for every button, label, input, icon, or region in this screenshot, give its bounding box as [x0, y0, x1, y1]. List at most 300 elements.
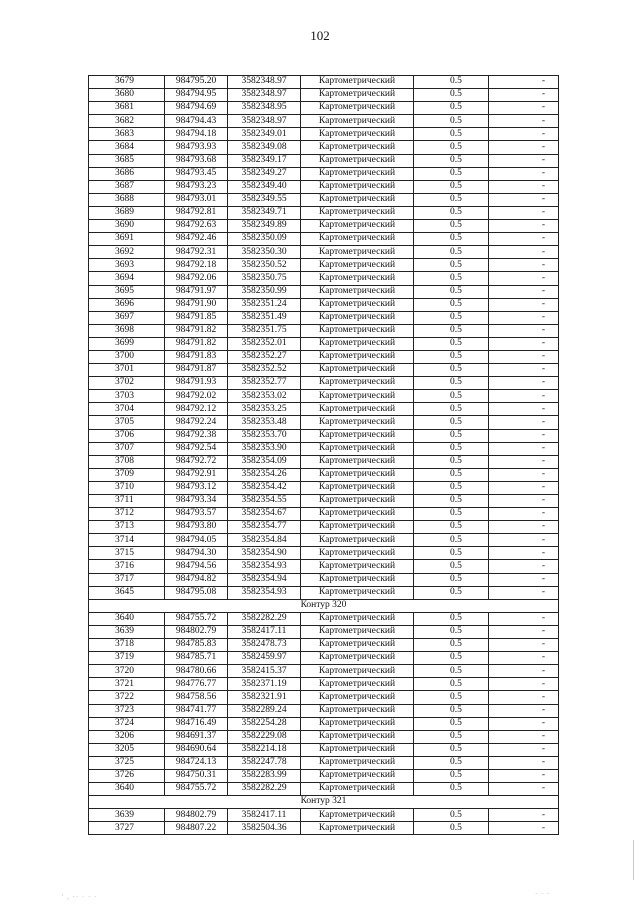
accuracy-cell: 0.5 — [414, 272, 489, 285]
x-coordinate-cell: 984794.05 — [165, 534, 228, 547]
note-cell: - — [489, 272, 559, 285]
accuracy-cell: 0.5 — [414, 141, 489, 154]
note-cell: - — [489, 730, 559, 743]
x-coordinate-cell: 984793.45 — [165, 167, 228, 180]
note-cell: - — [489, 193, 559, 206]
point-number-cell: 3715 — [89, 547, 165, 560]
note-cell: - — [489, 180, 559, 193]
point-number-cell: 3697 — [89, 311, 165, 324]
note-cell: - — [489, 350, 559, 363]
x-coordinate-cell: 984794.18 — [165, 128, 228, 141]
accuracy-cell: 0.5 — [414, 220, 489, 233]
method-cell: Картометрический — [301, 547, 414, 560]
accuracy-cell: 0.5 — [414, 167, 489, 180]
accuracy-cell: 0.5 — [414, 665, 489, 678]
point-number-cell: 3685 — [89, 154, 165, 167]
y-coordinate-cell: 3582282.29 — [228, 783, 301, 796]
contour-header-row — [89, 599, 559, 612]
note-cell: - — [489, 115, 559, 128]
y-coordinate-cell: 3582354.55 — [228, 495, 301, 508]
point-number-cell: 3709 — [89, 468, 165, 481]
point-number-cell: 3698 — [89, 324, 165, 337]
note-cell: - — [489, 639, 559, 652]
note-cell: - — [489, 756, 559, 769]
point-number-cell: 3690 — [89, 220, 165, 233]
y-coordinate-cell: 3582350.99 — [228, 285, 301, 298]
table-row — [89, 324, 559, 337]
y-coordinate-cell: 3582353.25 — [228, 403, 301, 416]
note-cell: - — [489, 547, 559, 560]
point-number-cell: 3684 — [89, 141, 165, 154]
y-coordinate-cell: 3582350.75 — [228, 272, 301, 285]
method-cell: Картометрический — [301, 652, 414, 665]
point-number-cell: 3682 — [89, 115, 165, 128]
accuracy-cell: 0.5 — [414, 730, 489, 743]
method-cell: Картометрический — [301, 809, 414, 822]
note-cell: - — [489, 141, 559, 154]
x-coordinate-cell: 984785.83 — [165, 639, 228, 652]
table-row — [89, 534, 559, 547]
method-cell: Картометрический — [301, 612, 414, 625]
point-number-cell: 3692 — [89, 246, 165, 259]
method-cell: Картометрический — [301, 730, 414, 743]
point-number-cell: 3681 — [89, 102, 165, 115]
method-cell: Картометрический — [301, 495, 414, 508]
point-number-cell: 3718 — [89, 639, 165, 652]
x-coordinate-cell: 984792.72 — [165, 455, 228, 468]
method-cell: Картометрический — [301, 76, 414, 89]
method-cell: Картометрический — [301, 403, 414, 416]
method-cell: Картометрический — [301, 350, 414, 363]
x-coordinate-cell: 984793.68 — [165, 154, 228, 167]
table-row — [89, 495, 559, 508]
x-coordinate-cell: 984792.12 — [165, 403, 228, 416]
note-cell: - — [489, 455, 559, 468]
y-coordinate-cell: 3582354.42 — [228, 481, 301, 494]
accuracy-cell: 0.5 — [414, 573, 489, 586]
accuracy-cell: 0.5 — [414, 259, 489, 272]
note-cell: - — [489, 468, 559, 481]
accuracy-cell: 0.5 — [414, 717, 489, 730]
note-cell: - — [489, 128, 559, 141]
y-coordinate-cell: 3582349.08 — [228, 141, 301, 154]
y-coordinate-cell: 3582247.78 — [228, 756, 301, 769]
table-row — [89, 167, 559, 180]
table-row — [89, 625, 559, 638]
accuracy-cell: 0.5 — [414, 521, 489, 534]
x-coordinate-cell: 984690.64 — [165, 743, 228, 756]
method-cell: Картометрический — [301, 206, 414, 219]
x-coordinate-cell: 984791.85 — [165, 311, 228, 324]
y-coordinate-cell: 3582348.95 — [228, 102, 301, 115]
table-row — [89, 730, 559, 743]
point-number-cell: 3727 — [89, 822, 165, 835]
table-row — [89, 259, 559, 272]
point-number-cell: 3694 — [89, 272, 165, 285]
note-cell: - — [489, 534, 559, 547]
method-cell: Картометрический — [301, 691, 414, 704]
note-cell: - — [489, 822, 559, 835]
table-row — [89, 115, 559, 128]
accuracy-cell: 0.5 — [414, 377, 489, 390]
note-cell: - — [489, 495, 559, 508]
accuracy-cell: 0.5 — [414, 704, 489, 717]
accuracy-cell: 0.5 — [414, 324, 489, 337]
note-cell: - — [489, 612, 559, 625]
point-number-cell: 3688 — [89, 193, 165, 206]
note-cell: - — [489, 102, 559, 115]
y-coordinate-cell: 3582417.11 — [228, 809, 301, 822]
accuracy-cell: 0.5 — [414, 233, 489, 246]
y-coordinate-cell: 3582354.84 — [228, 534, 301, 547]
x-coordinate-cell: 984780.66 — [165, 665, 228, 678]
method-cell: Картометрический — [301, 586, 414, 599]
method-cell: Картометрический — [301, 639, 414, 652]
note-cell: - — [489, 324, 559, 337]
note-cell: - — [489, 246, 559, 259]
note-cell: - — [489, 429, 559, 442]
y-coordinate-cell: 3582349.71 — [228, 206, 301, 219]
method-cell: Картометрический — [301, 377, 414, 390]
y-coordinate-cell: 3582282.29 — [228, 612, 301, 625]
point-number-cell: 3714 — [89, 534, 165, 547]
table-row — [89, 220, 559, 233]
x-coordinate-cell: 984792.18 — [165, 259, 228, 272]
table-row — [89, 141, 559, 154]
point-number-cell: 3702 — [89, 377, 165, 390]
point-number-cell: 3699 — [89, 337, 165, 350]
table-row — [89, 128, 559, 141]
note-cell: - — [489, 717, 559, 730]
x-coordinate-cell: 984716.49 — [165, 717, 228, 730]
method-cell: Картометрический — [301, 115, 414, 128]
accuracy-cell: 0.5 — [414, 743, 489, 756]
table-row — [89, 612, 559, 625]
point-number-cell: 3693 — [89, 259, 165, 272]
y-coordinate-cell: 3582289.24 — [228, 704, 301, 717]
x-coordinate-cell: 984792.54 — [165, 442, 228, 455]
point-number-cell: 3703 — [89, 390, 165, 403]
point-number-cell: 3639 — [89, 625, 165, 638]
note-cell: - — [489, 783, 559, 796]
point-number-cell: 3701 — [89, 364, 165, 377]
method-cell: Картометрический — [301, 743, 414, 756]
point-number-cell: 3696 — [89, 298, 165, 311]
y-coordinate-cell: 3582354.94 — [228, 573, 301, 586]
accuracy-cell: 0.5 — [414, 154, 489, 167]
accuracy-cell: 0.5 — [414, 102, 489, 115]
point-number-cell: 3725 — [89, 756, 165, 769]
accuracy-cell: 0.5 — [414, 429, 489, 442]
table-row — [89, 560, 559, 573]
method-cell: Картометрический — [301, 272, 414, 285]
note-cell: - — [489, 233, 559, 246]
y-coordinate-cell: 3582229.08 — [228, 730, 301, 743]
method-cell: Картометрический — [301, 89, 414, 102]
method-cell: Картометрический — [301, 704, 414, 717]
accuracy-cell: 0.5 — [414, 311, 489, 324]
table-row — [89, 76, 559, 89]
x-coordinate-cell: 984791.82 — [165, 324, 228, 337]
table-row — [89, 665, 559, 678]
table-row — [89, 586, 559, 599]
accuracy-cell: 0.5 — [414, 246, 489, 259]
point-number-cell: 3700 — [89, 350, 165, 363]
accuracy-cell: 0.5 — [414, 783, 489, 796]
point-number-cell: 3708 — [89, 455, 165, 468]
scan-artifact-right: · · · — [535, 890, 551, 898]
method-cell: Картометрический — [301, 298, 414, 311]
note-cell: - — [489, 442, 559, 455]
method-cell: Картометрический — [301, 534, 414, 547]
y-coordinate-cell: 3582350.52 — [228, 259, 301, 272]
y-coordinate-cell: 3582353.48 — [228, 416, 301, 429]
x-coordinate-cell: 984691.37 — [165, 730, 228, 743]
note-cell: - — [489, 259, 559, 272]
scan-artifact-left: ' , ·· · · · — [62, 893, 98, 901]
note-cell: - — [489, 586, 559, 599]
table-row — [89, 442, 559, 455]
method-cell: Картометрический — [301, 390, 414, 403]
y-coordinate-cell: 3582351.75 — [228, 324, 301, 337]
y-coordinate-cell: 3582371.19 — [228, 678, 301, 691]
x-coordinate-cell: 984792.24 — [165, 416, 228, 429]
accuracy-cell: 0.5 — [414, 534, 489, 547]
x-coordinate-cell: 984793.34 — [165, 495, 228, 508]
x-coordinate-cell: 984794.56 — [165, 560, 228, 573]
point-number-cell: 3721 — [89, 678, 165, 691]
point-number-cell: 3640 — [89, 783, 165, 796]
y-coordinate-cell: 3582283.99 — [228, 769, 301, 782]
method-cell: Картометрический — [301, 783, 414, 796]
accuracy-cell: 0.5 — [414, 822, 489, 835]
x-coordinate-cell: 984792.31 — [165, 246, 228, 259]
x-coordinate-cell: 984794.69 — [165, 102, 228, 115]
x-coordinate-cell: 984792.06 — [165, 272, 228, 285]
point-number-cell: 3719 — [89, 652, 165, 665]
method-cell: Картометрический — [301, 128, 414, 141]
y-coordinate-cell: 3582354.93 — [228, 560, 301, 573]
y-coordinate-cell: 3582504.36 — [228, 822, 301, 835]
method-cell: Картометрический — [301, 468, 414, 481]
accuracy-cell: 0.5 — [414, 364, 489, 377]
x-coordinate-cell: 984795.20 — [165, 76, 228, 89]
method-cell: Картометрический — [301, 220, 414, 233]
coordinates-table — [88, 75, 559, 835]
x-coordinate-cell: 984794.95 — [165, 89, 228, 102]
accuracy-cell: 0.5 — [414, 350, 489, 363]
accuracy-cell: 0.5 — [414, 481, 489, 494]
x-coordinate-cell: 984792.81 — [165, 206, 228, 219]
table-row — [89, 206, 559, 219]
y-coordinate-cell: 3582321.91 — [228, 691, 301, 704]
note-cell: - — [489, 573, 559, 586]
x-coordinate-cell: 984791.87 — [165, 364, 228, 377]
point-number-cell: 3710 — [89, 481, 165, 494]
x-coordinate-cell: 984791.97 — [165, 285, 228, 298]
table-row — [89, 298, 559, 311]
x-coordinate-cell: 984792.91 — [165, 468, 228, 481]
point-number-cell: 3706 — [89, 429, 165, 442]
y-coordinate-cell: 3582353.90 — [228, 442, 301, 455]
note-cell: - — [489, 364, 559, 377]
x-coordinate-cell: 984793.01 — [165, 193, 228, 206]
note-cell: - — [489, 206, 559, 219]
note-cell: - — [489, 154, 559, 167]
accuracy-cell: 0.5 — [414, 455, 489, 468]
x-coordinate-cell: 984792.63 — [165, 220, 228, 233]
method-cell: Картометрический — [301, 442, 414, 455]
point-number-cell: 3726 — [89, 769, 165, 782]
method-cell: Картометрический — [301, 259, 414, 272]
note-cell: - — [489, 625, 559, 638]
table-row — [89, 783, 559, 796]
y-coordinate-cell: 3582352.77 — [228, 377, 301, 390]
method-cell: Картометрический — [301, 429, 414, 442]
table-row — [89, 704, 559, 717]
x-coordinate-cell: 984791.83 — [165, 350, 228, 363]
accuracy-cell: 0.5 — [414, 298, 489, 311]
point-number-cell: 3691 — [89, 233, 165, 246]
table-row — [89, 756, 559, 769]
note-cell: - — [489, 560, 559, 573]
note-cell: - — [489, 481, 559, 494]
y-coordinate-cell: 3582352.01 — [228, 337, 301, 350]
method-cell: Картометрический — [301, 717, 414, 730]
page-number: 102 — [310, 28, 330, 43]
method-cell: Картометрический — [301, 233, 414, 246]
table-row — [89, 573, 559, 586]
accuracy-cell: 0.5 — [414, 508, 489, 521]
x-coordinate-cell: 984724.13 — [165, 756, 228, 769]
table-row — [89, 403, 559, 416]
point-number-cell: 3205 — [89, 743, 165, 756]
accuracy-cell: 0.5 — [414, 691, 489, 704]
y-coordinate-cell: 3582350.09 — [228, 233, 301, 246]
accuracy-cell: 0.5 — [414, 809, 489, 822]
method-cell: Картометрический — [301, 141, 414, 154]
y-coordinate-cell: 3582354.90 — [228, 547, 301, 560]
point-number-cell: 3720 — [89, 665, 165, 678]
y-coordinate-cell: 3582354.26 — [228, 468, 301, 481]
table-row — [89, 272, 559, 285]
x-coordinate-cell: 984741.77 — [165, 704, 228, 717]
table-row — [89, 717, 559, 730]
point-number-cell: 3716 — [89, 560, 165, 573]
point-number-cell: 3645 — [89, 586, 165, 599]
table-row — [89, 377, 559, 390]
y-coordinate-cell: 3582352.52 — [228, 364, 301, 377]
note-cell: - — [489, 508, 559, 521]
table-row — [89, 193, 559, 206]
table-row — [89, 743, 559, 756]
point-number-cell: 3206 — [89, 730, 165, 743]
table-row — [89, 769, 559, 782]
x-coordinate-cell: 984793.80 — [165, 521, 228, 534]
point-number-cell: 3712 — [89, 508, 165, 521]
accuracy-cell: 0.5 — [414, 128, 489, 141]
x-coordinate-cell: 984776.77 — [165, 678, 228, 691]
y-coordinate-cell: 3582350.30 — [228, 246, 301, 259]
note-cell: - — [489, 298, 559, 311]
note-cell: - — [489, 809, 559, 822]
accuracy-cell: 0.5 — [414, 586, 489, 599]
x-coordinate-cell: 984793.93 — [165, 141, 228, 154]
method-cell: Картометрический — [301, 193, 414, 206]
x-coordinate-cell: 984791.90 — [165, 298, 228, 311]
point-number-cell: 3679 — [89, 76, 165, 89]
y-coordinate-cell: 3582214.18 — [228, 743, 301, 756]
table-row — [89, 285, 559, 298]
table-row — [89, 233, 559, 246]
method-cell: Картометрический — [301, 481, 414, 494]
y-coordinate-cell: 3582415.37 — [228, 665, 301, 678]
table-row — [89, 154, 559, 167]
table-row — [89, 678, 559, 691]
y-coordinate-cell: 3582349.27 — [228, 167, 301, 180]
accuracy-cell: 0.5 — [414, 769, 489, 782]
point-number-cell: 3704 — [89, 403, 165, 416]
accuracy-cell: 0.5 — [414, 652, 489, 665]
method-cell: Картометрический — [301, 364, 414, 377]
method-cell: Картометрический — [301, 416, 414, 429]
note-cell: - — [489, 311, 559, 324]
y-coordinate-cell: 3582349.17 — [228, 154, 301, 167]
table-row — [89, 180, 559, 193]
point-number-cell: 3707 — [89, 442, 165, 455]
y-coordinate-cell: 3582349.89 — [228, 220, 301, 233]
method-cell: Картометрический — [301, 678, 414, 691]
table-row — [89, 89, 559, 102]
point-number-cell: 3711 — [89, 495, 165, 508]
y-coordinate-cell: 3582459.97 — [228, 652, 301, 665]
x-coordinate-cell: 984792.02 — [165, 390, 228, 403]
note-cell: - — [489, 377, 559, 390]
accuracy-cell: 0.5 — [414, 180, 489, 193]
accuracy-cell: 0.5 — [414, 639, 489, 652]
accuracy-cell: 0.5 — [414, 89, 489, 102]
note-cell: - — [489, 691, 559, 704]
y-coordinate-cell: 3582352.27 — [228, 350, 301, 363]
x-coordinate-cell: 984785.71 — [165, 652, 228, 665]
note-cell: - — [489, 704, 559, 717]
method-cell: Картометрический — [301, 311, 414, 324]
y-coordinate-cell: 3582254.28 — [228, 717, 301, 730]
x-coordinate-cell: 984794.43 — [165, 115, 228, 128]
method-cell: Картометрический — [301, 573, 414, 586]
point-number-cell: 3724 — [89, 717, 165, 730]
method-cell: Картометрический — [301, 822, 414, 835]
method-cell: Картометрический — [301, 167, 414, 180]
x-coordinate-cell: 984794.30 — [165, 547, 228, 560]
accuracy-cell: 0.5 — [414, 612, 489, 625]
table-row — [89, 429, 559, 442]
point-number-cell: 3722 — [89, 691, 165, 704]
y-coordinate-cell: 3582478.73 — [228, 639, 301, 652]
note-cell: - — [489, 220, 559, 233]
y-coordinate-cell: 3582348.97 — [228, 89, 301, 102]
x-coordinate-cell: 984793.23 — [165, 180, 228, 193]
method-cell: Картометрический — [301, 324, 414, 337]
accuracy-cell: 0.5 — [414, 547, 489, 560]
table-row — [89, 809, 559, 822]
table-row — [89, 350, 559, 363]
table-row — [89, 364, 559, 377]
y-coordinate-cell: 3582417.11 — [228, 625, 301, 638]
point-number-cell: 3713 — [89, 521, 165, 534]
x-coordinate-cell: 984793.12 — [165, 481, 228, 494]
method-cell: Картометрический — [301, 560, 414, 573]
